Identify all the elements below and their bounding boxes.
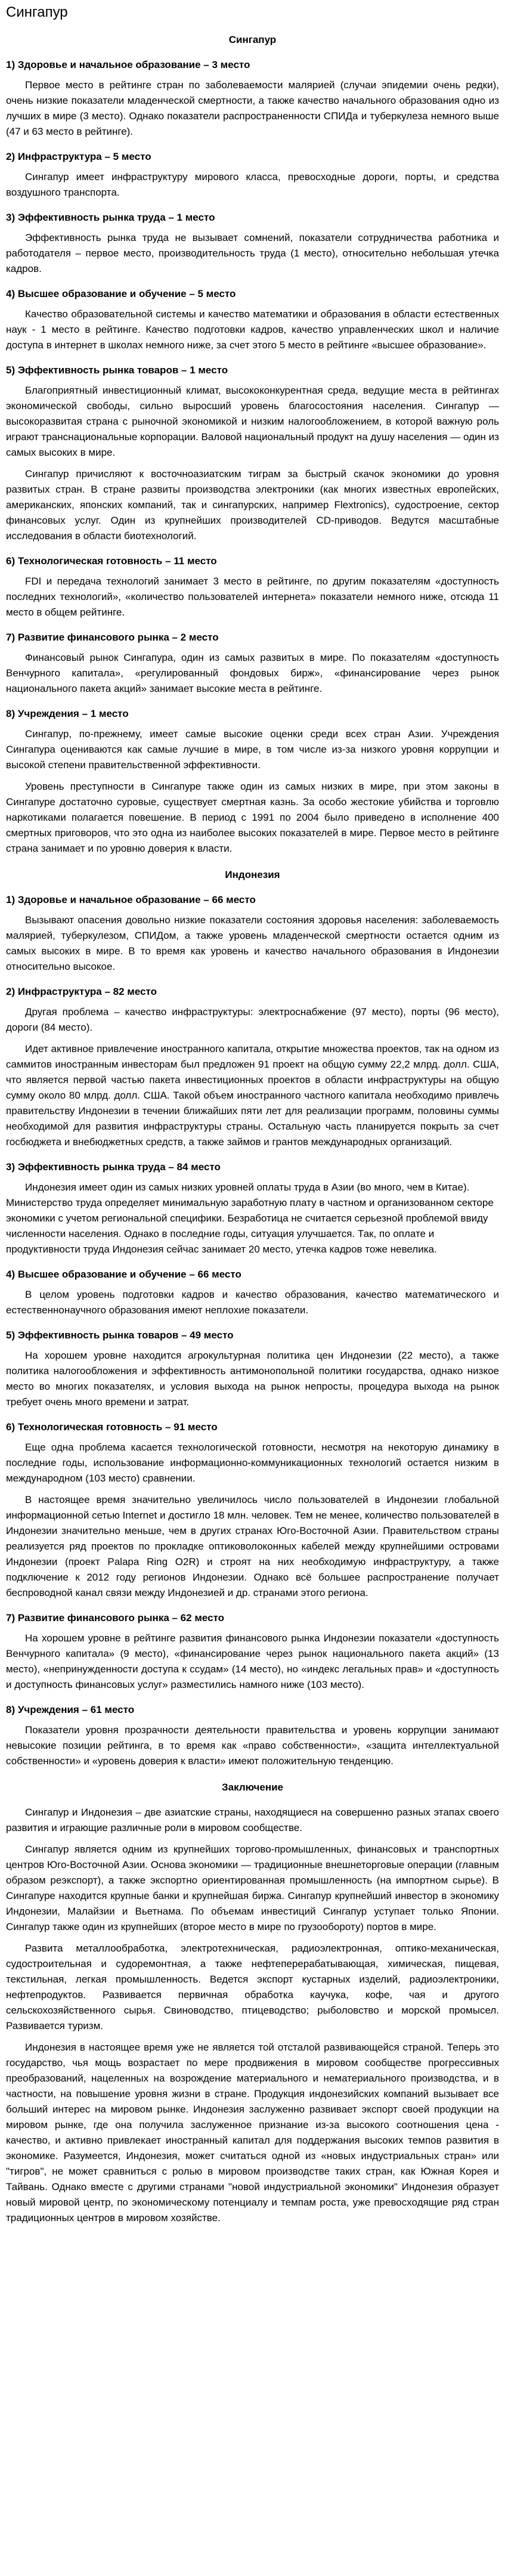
paragraph: FDI и передача технологий занимает 3 место в рейтинге, по другим показателям «доступность последних технологий», «количество пользователей интернета» показатели немного ниже, отсюда 11 место в общем рейтинге. xyxy=(6,576,499,618)
paragraph: Сингапур имеет инфраструктуру мирового класса, превосходные дороги, порты, и средства воздушного транспорта. xyxy=(6,171,499,198)
item-heading: 1) Здоровье и начальное образование – 3 место xyxy=(6,59,250,70)
item-heading: 8) Учреждения – 61 место xyxy=(6,1704,135,1715)
paragraph: Вызывают опасения довольно низкие показатели состояния здоровья населения: заболеваемость малярией, туберкулезом, СПИДом, а также уровень младенческой смертности остается одним из самых высоких в мире. В то время как уровень и качество начального образования в Индонезии относительно высокое. xyxy=(6,914,499,972)
indonesia-item-health xyxy=(6,892,499,975)
item-heading: 6) Технологическая готовность – 91 место xyxy=(6,1421,218,1433)
paragraph: Сингапур является одним из крупнейших торгово-промышленных, финансовых и транспортных центров Юго-Восточной Азии. Основа экономики — традиционные внешнеторговые операции (главным образом реэкспорт), а также экспортно ориентированная промышленность (на импортном сырье). В Сингапуре находится крупные банки и крупнейшая биржа. Сингапур крупнейший инвестор в экономику Индонезии, Малайзии и Вьетнама. По объемам инвестиций Сингапур уступает только Японии. Сингапур также один из крупнейших (второе место в мире по грузообороту) портов в мире. xyxy=(6,1844,499,1932)
paragraph: Благоприятный инвестиционный климат, высококонкурентная среда, ведущие места в рейтингах экономической свободы, сильно выросший уровень благосостояния населения. Сингапур — высокоразвитая страна с рыночной экономикой и низким налогообложением, в которой важную роль играют транснациональные корпорации. Валовой национальный продукт на душу населения — один из самых высоких в мире. xyxy=(6,385,499,458)
indonesia-item-higher-education xyxy=(6,1267,499,1318)
singapore-item-tech-readiness xyxy=(6,553,499,620)
paragraph: Идет активное привлечение иностранного капитала, открытие множества проектов, так на одном из саммитов иностранным инвесторам был предложен 91 проект на общую сумму 22,2 млрд. долл. США, что является первой частью пакета инвестиционных проектов в области инфраструктуры на общую сумму около 80 млрд. долл. США. Такой объем иностранного частного капитала необходимо привлечь правительству Индонезии в течении ближайших пяти лет для реализации программ, половины суммы необходимой для развития инфраструктуры страны. Остальную часть планируется покрыть за счет госбюджета и внебюджетных средств, а также займов и грантов международных организаций. xyxy=(6,1043,499,1148)
paragraph: В целом уровень подготовки кадров и качество образования, качество математического и естественнонаучного образования имеют неплохие показатели. xyxy=(6,1289,499,1316)
singapore-item-labor-market xyxy=(6,210,499,277)
singapore-item-goods-market xyxy=(6,363,499,544)
section-indonesia xyxy=(6,867,499,1769)
item-heading: 2) Инфраструктура – 82 место xyxy=(6,986,157,997)
indonesia-item-labor-market xyxy=(6,1159,499,1257)
item-heading: 4) Высшее образование и обучение – 66 место xyxy=(6,1269,241,1280)
item-heading: 7) Развитие финансового рынка – 62 место xyxy=(6,1612,225,1623)
paragraph: Первое место в рейтинге стран по заболеваемости малярией (случаи эпидемии очень редки), очень низкие показатели младенческой смертности, а также качество начального образования одно из лучших в мире (3 место). Однако показатели распространенности СПИДа и туберкулеза немного выше (47 и 63 место в рейтинге). xyxy=(6,79,499,137)
section-heading-conclusion: Заключение xyxy=(222,1782,283,1793)
indonesia-item-tech-readiness xyxy=(6,1420,499,1601)
paragraph: Индонезия в настоящее время уже не является той отсталой развивающейся страной. Теперь это государство, чья мощь возрастает по мере продвижения в мировом сообществе прогрессивных преобразований, нацеленных на возрождение материального и нематериального производства, и в частности, на повышение уровня жизни в стране. Продукция индонезийских компаний вызывает все больший интерес на мировом рынке. Индонезия заслуженно развивает экспорт своей продукции на мировом рынке, где она получила заслуженное признание из-за высокого соотношения цена - качество, и активно привлекает иностранный капитал для поддержания высоких темпов развития в экономике. Разумеется, Индонезия, может считаться одной из «новых индустриальных стран» или "тигров", не может сравниться с ролью в мировом производстве таких стран, как Южная Корея и Тайвань. Однако вместе с другими странами "новой индустриальной экономики" Индонезия образует новый мировой центр, по экономическому потенциалу и темпам роста, уже превосходящие ряд стран традиционных центров в мировом хозяйстве. xyxy=(6,2042,499,2224)
singapore-item-financial-market xyxy=(6,630,499,697)
item-heading: 7) Развитие финансового рынка – 2 место xyxy=(6,632,219,643)
section-conclusion xyxy=(6,1780,499,2226)
item-heading: 2) Инфраструктура – 5 место xyxy=(6,151,151,162)
singapore-item-higher-education xyxy=(6,286,499,353)
paragraph: Сингапур причисляют к восточноазиатским тиграм за быстрый скачок экономики до уровня развитых стран. В стране развиты производства электроники (как многих известных европейских, американских, японских компаний, так и сингапурских, например Flextronics), судостроение, сектор финансовых услуг. Один из крупнейших производителей CD-приводов. Ведутся масштабные исследования в области биотехнологий. xyxy=(6,468,499,542)
item-heading: 5) Эффективность рынка товаров – 1 место xyxy=(6,364,228,376)
section-heading-indonesia: Индонезия xyxy=(225,869,280,880)
item-heading: 6) Технологическая готовность – 11 место xyxy=(6,555,217,567)
item-heading: 3) Эффективность рынка труда – 84 место xyxy=(6,1161,221,1173)
item-heading: 1) Здоровье и начальное образование – 66 место xyxy=(6,894,256,905)
paragraph: Качество образовательной системы и качество математики и образования в области естественных наук - 1 место в рейтинге. Качество подготовки кадров, качество управленческих школ и наличие доступа в интернет в школах немного ниже, за счет этого 5 место в рейтинге «высшее образование». xyxy=(6,308,499,351)
paragraph: На хорошем уровне в рейтинге развития финансового рынка Индонезии показатели «доступность Венчурного капитала» (9 место), «финансирование через рынок национального пакета акций» (13 место), «непринужденности доступа к ссудам» (14 место), но «индекс легальных прав» и «доступность и доступность финансовых услуг» разместились намного ниже (103 место). xyxy=(6,1632,499,1690)
item-heading: 4) Высшее образование и обучение – 5 место xyxy=(6,288,236,299)
singapore-item-institutions xyxy=(6,706,499,856)
paragraph: Развита металлообработка, электротехническая, радиоэлектронная, оптико-механическая, судостроительная и судоремонтная, а также нефтеперерабатывающая, химическая, пищевая, текстильная, легкая промышленность. Ведется экспорт кустарных изделий, радиоэлектроники, нефтепродуктов. Развивается первичная обработка каучука, кофе, чая и другого сельскохозяйственного сырья. Свиноводство, птицеводство; рыболовство и морской промысел. Развивается туризм. xyxy=(6,1943,499,2031)
paragraph: На хорошем уровне находится агрокультурная политика цен Индонезии (22 место), а также политика налогообложения и эффективность антимонопольной политики государства, однако низкое место во многих показателях, и условия выхода на рынок непросты, процедура выхода на рынок требует очень много времени и затрат. xyxy=(6,1350,499,1408)
item-heading: 3) Эффективность рынка труда – 1 место xyxy=(6,212,215,223)
indonesia-item-goods-market xyxy=(6,1328,499,1410)
section-singapore xyxy=(6,32,499,856)
item-heading: 8) Учреждения – 1 место xyxy=(6,708,129,719)
paragraph: Показатели уровня прозрачности деятельности правительства и уровень коррупции занимают невысокие позиции рейтинга, в то время как «право собственности», «защита интеллектуальной собственности» и «уровень доверия к власти» имеют положительную тенденцию. xyxy=(6,1724,499,1767)
singapore-item-health xyxy=(6,57,499,140)
paragraph: Эффективность рынка труда не вызывает сомнений, показатели сотрудничества работника и работодателя – первое место, производительность труда (1 место), относительно небольшая утечка кадров. xyxy=(6,232,499,274)
paragraph: Уровень преступности в Сингапуре также один из самых низких в мире, при этом законы в Сингапуре достаточно суровые, существует смертная казнь. За особо жестокие убийства и торговлю наркотиками полагается повешение. В период с 1991 по 2004 было приведено в исполнение 400 смертных приговоров, что это одна из наиболее высоких показателей в мире. Первое место в рейтинге страна занимает и по уровню доверия к власти. xyxy=(6,781,499,854)
paragraph: Другая проблема – качество инфраструктуры: электроснабжение (97 место), порты (96 место), дороги (84 место). xyxy=(6,1006,499,1033)
item-heading: 5) Эффективность рынка товаров – 49 место xyxy=(6,1329,234,1341)
paragraph: Индонезия имеет один из самых низких уровней оплаты труда в Азии (во много, чем в Китае). Министерство труда определяет минимальную заработную плату в частном и организованном секторе экономики с учетом региональной специфики. Безработица не считается серьезной проблемой ввиду численности населения. Однако в последние годы, ситуация улучшается. Так, по оплате и продуктивности труда Индонезия сейчас занимает 20 место, утечка кадров тоже невелика. xyxy=(6,1182,494,1255)
indonesia-item-institutions xyxy=(6,1702,499,1769)
page-title: Сингапур xyxy=(6,4,68,20)
paragraph: Еще одна проблема касается технологической готовности, несмотря на некоторую динамику в последние годы, использование информационно-коммуникационных технологий остается низким в международном (103 место) сравнении. xyxy=(6,1442,499,1484)
indonesia-item-financial-market xyxy=(6,1610,499,1693)
paragraph: Финансовый рынок Сингапура, один из самых развитых в мире. По показателям «доступность Венчурного капитала», «регулированный фондовых бирж», «финансирование через рынок национального пакета акций» занимает высокие места в рейтинге. xyxy=(6,652,499,694)
paragraph: В настоящее время значительно увеличилось число пользователей в Индонезии глобальной информационной сетью Internet и достигло 18 млн. человек. Тем не менее, количество пользователей в Индонезии значительно меньше, чем в других странах Юго-Восточной Азии. Правительством страны реализуется ряд проектов по прокладке оптиковолоконных кабелей между крупнейшими островами Индонезии (проект Palapa Ring O2R) и строят на них необходимую инфраструктуру, а также подключение к 2012 году регионов Индонезии. Однако всё большее распространение получает беспроводной канал связи между Индонезией и др. странами этого региона. xyxy=(6,1494,499,1598)
indonesia-item-infrastructure xyxy=(6,984,499,1150)
paragraph: Сингапур, по-прежнему, имеет самые высокие оценки среди всех стран Азии. Учреждения Сингапура оцениваются как самые лучшие в мире, в том числе из-за низкого уровня коррупции и высокой степени правительственной эффективности. xyxy=(6,728,499,771)
section-heading-singapore: Сингапур xyxy=(228,34,277,45)
singapore-item-infrastructure xyxy=(6,149,499,200)
paragraph: Сингапур и Индонезия – две азиатские страны, находящиеся на совершенно разных этапах своего развития и играющие различные роли в мировом сообществе. xyxy=(6,1807,499,1833)
